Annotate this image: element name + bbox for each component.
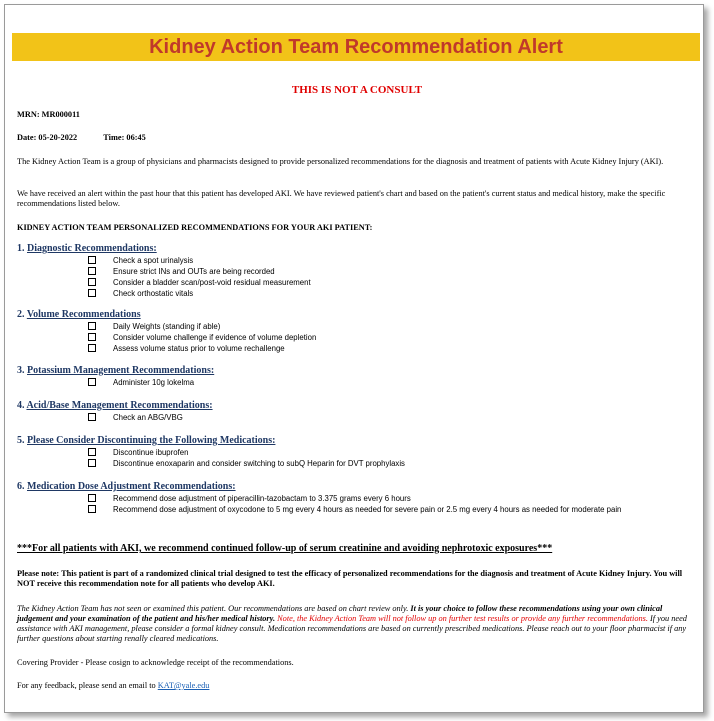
checkbox-icon[interactable] <box>88 378 96 386</box>
section-acid-base <box>17 400 213 411</box>
trial-note: Please note: This patient is part of a randomized clinical trial designed to test the efficacy of personalized recommendations for the diagnosis and treatment of Acute Kidney Injury. You will NOT receive this recommendation note for all patients who develop AKI. <box>17 569 683 588</box>
section-number: 5. <box>17 435 25 446</box>
covering-provider-note: Covering Provider - Please cosign to acknowledge receipt of the recommendations. <box>17 658 294 667</box>
intro-paragraph: The Kidney Action Team is a group of physicians and pharmacists designed to provide personalized recommendations for the diagnosis and treatment of patients with Acute Kidney Injury (AKI). <box>17 157 664 166</box>
feedback-line: For any feedback, please send an email to KAT@yale.edu <box>17 681 210 690</box>
section-title: Please Consider Discontinuing the Following Medications: <box>27 435 276 446</box>
section-number: 1. <box>17 243 25 254</box>
checkbox-icon[interactable] <box>88 505 96 513</box>
section-potassium <box>17 365 214 376</box>
checkbox-icon[interactable] <box>88 267 96 275</box>
checklist-item[interactable]: Discontinue ibuprofen <box>88 448 188 457</box>
time-field: Time: 06:45 <box>103 133 146 142</box>
checklist-item[interactable]: Ensure strict INs and OUTs are being recorded <box>88 267 275 276</box>
recommendations-heading: KIDNEY ACTION TEAM PERSONALIZED RECOMMENDATIONS FOR YOUR AKI PATIENT: <box>17 223 373 232</box>
checklist-item[interactable]: Check a spot urinalysis <box>88 256 193 265</box>
checklist-item[interactable]: Recommend dose adjustment of oxycodone to 5 mg every 4 hours as needed for severe pain or 2.5 mg every 4 hours as needed for moderate pain <box>88 505 621 514</box>
checklist-item[interactable]: Discontinue enoxaparin and consider switching to subQ Heparin for DVT prophylaxis <box>88 459 405 468</box>
section-title: Potassium Management Recommendations: <box>27 365 215 376</box>
checkbox-icon[interactable] <box>88 289 96 297</box>
checkbox-icon[interactable] <box>88 344 96 352</box>
section-number: 3. <box>17 365 25 376</box>
section-title: Acid/Base Management Recommendations: <box>26 400 213 411</box>
mrn-field: MRN: MR000011 <box>17 110 80 119</box>
checkbox-icon[interactable] <box>88 413 96 421</box>
checkbox-icon[interactable] <box>88 333 96 341</box>
section-title: Diagnostic Recommendations: <box>27 243 157 254</box>
checklist-item[interactable]: Daily Weights (standing if able) <box>88 322 220 331</box>
checklist-item[interactable]: Consider volume challenge if evidence of volume depletion <box>88 333 316 342</box>
checkbox-icon[interactable] <box>88 256 96 264</box>
checklist-item[interactable]: Administer 10g lokelma <box>88 378 194 387</box>
alert-banner-title: Kidney Action Team Recommendation Alert <box>12 33 700 61</box>
alert-paragraph: We have received an alert within the past hour that this patient has developed AKI. We have reviewed patient's chart and based on the patient's current status and medical history, make the specific recommendations listed below. <box>17 189 666 208</box>
checkbox-icon[interactable] <box>88 459 96 467</box>
disclaimer-paragraph: The Kidney Action Team has not seen or examined this patient. Our recommendations are based on chart review only. It is your choice to follow these recommendations using your own clinical judgement and your examination of the patient and his/her medical history. Note, the Kidney Action Team will not follow up on further test results or provide any further recommendations. If you need assistance with AKI management, please consider a formal kidney consult. Medication recommendations are based on currently prescribed medications. Please reach out to your floor pharmacist if any further questions about starting renally cleared medications. <box>17 604 687 643</box>
checkbox-icon[interactable] <box>88 494 96 502</box>
checkbox-icon[interactable] <box>88 278 96 286</box>
section-number: 4. <box>17 400 25 411</box>
not-consult-notice: THIS IS NOT A CONSULT <box>291 84 423 96</box>
date-field: Date: 05-20-2022 <box>17 133 78 142</box>
section-number: 6. <box>17 481 25 492</box>
section-discontinue-meds <box>17 435 275 446</box>
checklist-item[interactable]: Assess volume status prior to volume rechallenge <box>88 344 285 353</box>
follow-up-footnote: ***For all patients with AKI, we recommend continued follow-up of serum creatinine and avoiding nephrotoxic exposures*** <box>17 543 553 554</box>
section-number: 2. <box>17 309 25 320</box>
section-dose-adjustment <box>17 481 236 492</box>
section-diagnostic <box>17 243 157 254</box>
feedback-email-link[interactable]: KAT@yale.edu <box>157 681 210 690</box>
checklist-item[interactable]: Check orthostatic vitals <box>88 289 193 298</box>
checklist-item[interactable]: Consider a bladder scan/post-void residual measurement <box>88 278 311 287</box>
checklist-item[interactable]: Recommend dose adjustment of piperacillin-tazobactam to 3.375 grams every 6 hours <box>88 494 411 503</box>
section-title: Medication Dose Adjustment Recommendations: <box>27 481 236 492</box>
section-volume <box>17 309 141 320</box>
date-time-row <box>17 133 146 143</box>
checkbox-icon[interactable] <box>88 322 96 330</box>
section-title: Volume Recommendations <box>26 309 141 320</box>
checklist-item[interactable]: Check an ABG/VBG <box>88 413 183 422</box>
checkbox-icon[interactable] <box>88 448 96 456</box>
